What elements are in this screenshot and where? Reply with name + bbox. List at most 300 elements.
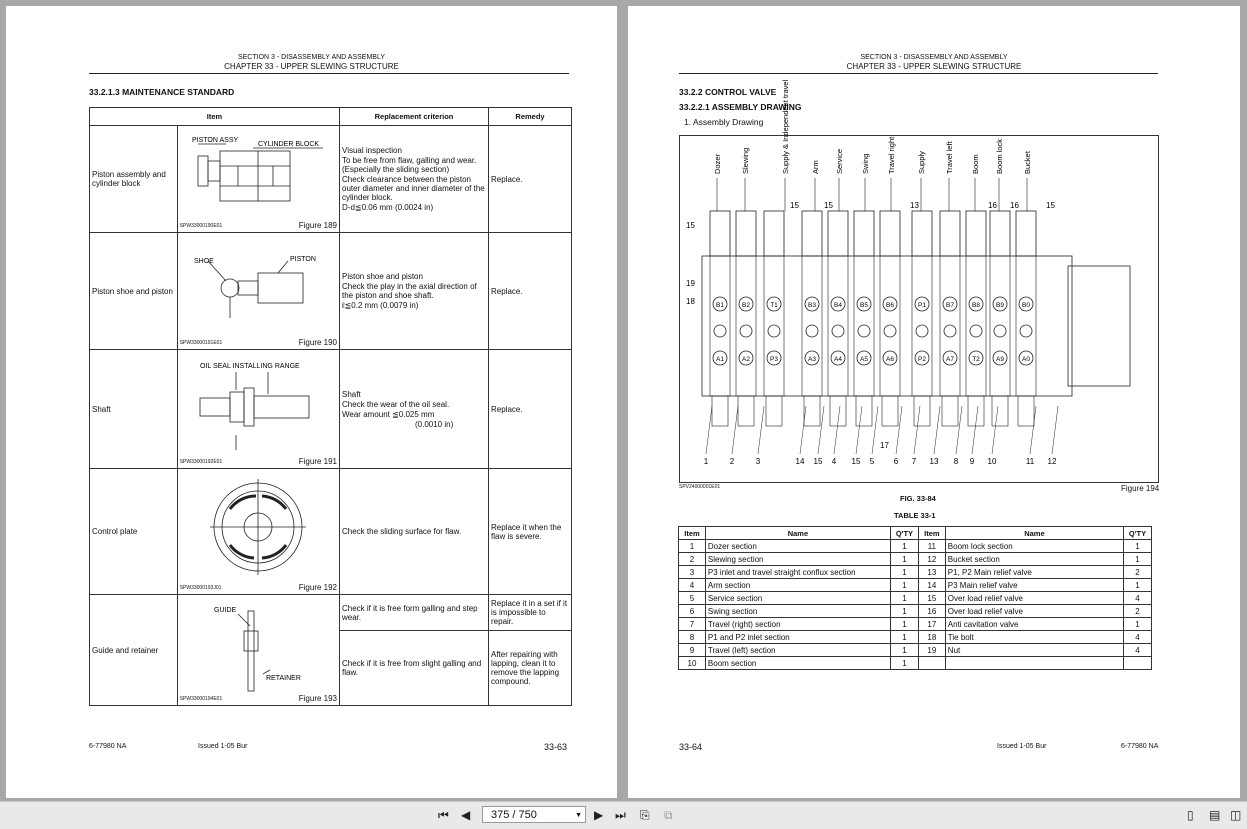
header-section: SECTION 3 - DISASSEMBLY AND ASSEMBLY [237, 54, 386, 61]
item-number: 11 [918, 540, 945, 553]
quantity: 1 [890, 644, 918, 657]
piston-cylinder-figure [178, 126, 338, 232]
criterion-line: (0.0010 in) [415, 419, 454, 429]
table-row [90, 350, 572, 469]
section-label: Supply & Independent travel [781, 79, 790, 174]
port-label: B2 [742, 302, 750, 309]
col-header-item: Item [90, 108, 340, 126]
valve-section-foot [992, 396, 1008, 426]
col-header-remedy: Remedy [489, 108, 572, 126]
parts-row [679, 605, 1152, 618]
spool-circle [916, 325, 928, 337]
figure-caption: Figure 191 [298, 457, 337, 466]
item-name: Piston assembly and cylinder block [90, 126, 178, 233]
part-name: Travel (left) section [705, 644, 890, 657]
valve-section-cap [940, 211, 960, 256]
figure-code: SPW33000191E01 [179, 340, 223, 346]
leader-line [914, 406, 920, 454]
footer-page-number: 33-63 [544, 742, 568, 752]
replacement-criterion: Check if it is free from slight galling and flaw. [340, 631, 489, 706]
quantity: 1 [890, 592, 918, 605]
port-label: A5 [860, 356, 868, 363]
callout-number: 6 [893, 457, 899, 466]
remedy: After repairing with lapping, clean it to remove the lapping compound. [489, 631, 572, 706]
callout-number: 12 [1047, 457, 1057, 466]
quantity: 2 [1124, 605, 1152, 618]
valve-section-foot [856, 396, 872, 426]
figure-caption: Figure 190 [298, 338, 337, 347]
valve-section-foot [766, 396, 782, 426]
figure-cell [177, 469, 339, 595]
fig-label-piston-assy: PISTON ASSY [191, 137, 238, 144]
figure-cell [177, 233, 339, 350]
port-label: A2 [742, 356, 750, 363]
parts-row [679, 618, 1152, 631]
fig-label-oil-seal-range: OIL SEAL INSTALLING RANGE [199, 363, 300, 370]
item-number: 12 [918, 553, 945, 566]
footer-doc-number: 6-77980 NA [89, 743, 127, 750]
chevron-down-icon: ▼ [575, 812, 582, 819]
part-name: Over load relief valve [945, 592, 1123, 605]
port-label: B5 [860, 302, 868, 309]
callout-number: 16 [1010, 201, 1019, 210]
leader-line [800, 406, 806, 454]
spool-circle [944, 325, 956, 337]
part-name: P1, P2 Main relief valve [945, 566, 1123, 579]
item-number: 17 [918, 618, 945, 631]
parts-row [679, 657, 1152, 670]
shaft-figure [178, 350, 338, 468]
port-label: B7 [946, 302, 954, 309]
col-header-qty: Q'TY [890, 527, 918, 540]
figure-cell [177, 126, 339, 233]
part-name: Anti cavitation valve [945, 618, 1123, 631]
item-number: 2 [679, 553, 706, 566]
figure-cell [177, 350, 339, 469]
port-label: A3 [808, 356, 816, 363]
part-name: Travel (right) section [705, 618, 890, 631]
section-label: Boom [971, 154, 980, 174]
callout-number: 8 [953, 457, 959, 466]
valve-section-cap [710, 211, 730, 256]
valve-section [802, 256, 822, 396]
item-number: 7 [679, 618, 706, 631]
spool-circle [884, 325, 896, 337]
leader-line [896, 406, 902, 454]
part-name: Service section [705, 592, 890, 605]
leader-line [818, 406, 824, 454]
page-indicator: 375 / 750 [491, 809, 537, 821]
quantity: 4 [1124, 644, 1152, 657]
item-name: Control plate [90, 469, 178, 595]
valve-section-cap [736, 211, 756, 256]
footer-doc-number: 6-77980 NA [1121, 743, 1159, 750]
parts-row [679, 579, 1152, 592]
valve-section-foot [804, 396, 820, 426]
section-label: Travel left [945, 141, 954, 174]
criterion-line: Check the wear of the oil seal. [342, 399, 450, 409]
valve-section [710, 256, 730, 396]
table-header-row [90, 108, 572, 126]
leader-line [956, 406, 962, 454]
callout-number: 19 [686, 279, 695, 288]
page-header [628, 53, 1240, 71]
callout-number: 15 [851, 457, 861, 466]
callout-number: 5 [869, 457, 875, 466]
next-page-button[interactable]: ▶ [594, 808, 604, 822]
item-number [918, 657, 945, 670]
port-label: B9 [996, 302, 1004, 309]
callout-number: 10 [987, 457, 997, 466]
port-label: P3 [770, 356, 778, 363]
valve-section [828, 256, 848, 396]
callout-number: 2 [729, 457, 735, 466]
port-label: A9 [996, 356, 1004, 363]
subsection-title: 33.2.2.1 ASSEMBLY DRAWING [679, 102, 802, 112]
part-name [945, 657, 1123, 670]
header-rule [679, 73, 1158, 74]
callout-number: 1 [703, 457, 709, 466]
item-number: 10 [679, 657, 706, 670]
quantity: 1 [890, 657, 918, 670]
figure-code: SPW33000192E01 [179, 459, 223, 465]
callout-number: 4 [831, 457, 837, 466]
drawing-fig-code: SPV24000001E01 [679, 484, 721, 490]
item-number: 9 [679, 644, 706, 657]
part-name: P3 Main relief valve [945, 579, 1123, 592]
leader-line [706, 406, 712, 454]
single-page-view-icon[interactable]: ▯ [1187, 808, 1194, 822]
valve-section [940, 256, 960, 396]
replacement-criterion [340, 350, 489, 469]
valve-section-cap [966, 211, 986, 256]
callout-number: 7 [911, 457, 917, 466]
valve-section-foot [712, 396, 728, 426]
part-name: Dozer section [705, 540, 890, 553]
criterion-line: Check the play in the axial direction of the piston and shoe shaft. [342, 282, 477, 300]
header-chapter: CHAPTER 33 - UPPER SLEWING STRUCTURE [224, 62, 399, 71]
section-label: Supply [917, 151, 926, 174]
criterion-line: Check the sliding surface for flaw. [342, 527, 462, 536]
callout-number: 11 [1025, 457, 1035, 466]
spool-circle [714, 325, 726, 337]
criterion-line: Piston shoe and piston [342, 272, 423, 281]
footer-issued: Issued 1-05 Bur [198, 743, 248, 750]
leader-line [856, 406, 862, 454]
part-name: Boom section [705, 657, 890, 670]
control-plate-figure [178, 469, 338, 594]
leader-line [1052, 406, 1058, 454]
section-label: Slewing [741, 147, 750, 174]
quantity: 1 [890, 579, 918, 592]
continuous-view-icon[interactable]: ▤ [1209, 808, 1221, 822]
right-page [628, 6, 1240, 798]
quantity: 2 [1124, 566, 1152, 579]
callout-number: 13 [929, 457, 939, 466]
guide-retainer-figure [178, 596, 338, 704]
part-name: Over load relief valve [945, 605, 1123, 618]
valve-section [1016, 256, 1036, 396]
leader-line [934, 406, 940, 454]
maintenance-standard-table [89, 107, 572, 706]
drawing-figure-caption: Figure 194 [1121, 484, 1160, 493]
valve-section-foot [1018, 396, 1034, 426]
parts-row [679, 631, 1152, 644]
quantity: 1 [890, 566, 918, 579]
left-page [6, 6, 617, 798]
port-label: B4 [834, 302, 842, 309]
replacement-criterion: Check if it is free form galling and step wear. [340, 595, 489, 631]
section-label: Boom lock [995, 138, 1004, 174]
item-number: 16 [918, 605, 945, 618]
valve-section-cap [1016, 211, 1036, 256]
item-number: 19 [918, 644, 945, 657]
port-label: A4 [834, 356, 842, 363]
figure-code: SPW33000190E01 [179, 223, 223, 229]
port-label: T2 [972, 356, 980, 363]
item-number: 4 [679, 579, 706, 592]
part-name: Nut [945, 644, 1123, 657]
part-name: P1 and P2 inlet section [705, 631, 890, 644]
valve-section-foot [882, 396, 898, 426]
valve-section [764, 256, 784, 396]
valve-section-foot [738, 396, 754, 426]
table-row [90, 595, 572, 631]
spool-circle [740, 325, 752, 337]
callout-number: 3 [755, 457, 761, 466]
last-page-button[interactable]: ⏭ [615, 808, 626, 822]
col-header-name: Name [705, 527, 890, 540]
col-header-qty: Q'TY [1124, 527, 1152, 540]
remedy: Replace it in a set if it is impossible to repair. [489, 595, 572, 631]
port-label: A1 [716, 356, 724, 363]
quantity: 4 [1124, 592, 1152, 605]
item-number: 18 [918, 631, 945, 644]
leader-line [732, 406, 738, 454]
spool-circle [806, 325, 818, 337]
section-title: 33.2.2 CONTROL VALVE [679, 87, 777, 97]
fig-label-retainer: RETAINER [265, 675, 301, 682]
item-number: 14 [918, 579, 945, 592]
part-name: Slewing section [705, 553, 890, 566]
item-number: 5 [679, 592, 706, 605]
section-label: Arm [811, 160, 820, 174]
quantity: 4 [1124, 631, 1152, 644]
col-header-name: Name [945, 527, 1123, 540]
fig-label-piston: PISTON [289, 256, 316, 263]
figure-caption: Figure 193 [298, 694, 337, 703]
quantity: 1 [1124, 553, 1152, 566]
figure-cell [177, 595, 339, 706]
header-chapter: CHAPTER 33 - UPPER SLEWING STRUCTURE [846, 62, 1022, 71]
table-row [90, 469, 572, 595]
quantity: 1 [1124, 540, 1152, 553]
footer-page-number: 33-64 [679, 742, 703, 752]
figure-caption: Figure 192 [298, 583, 337, 592]
fig-label-guide: GUIDE [213, 607, 236, 614]
item-number: 3 [679, 566, 706, 579]
section-label: Service [835, 148, 844, 174]
valve-section-foot [914, 396, 930, 426]
criterion-line: To be free from flaw, galling and wear. [342, 156, 477, 165]
header-rule [89, 73, 569, 74]
table-row [90, 233, 572, 350]
col-header-item: Item [918, 527, 945, 540]
section-title: 33.2.1.3 MAINTENANCE STANDARD [89, 87, 235, 97]
criterion-line: Check clearance between the piston outer diameter and inner diameter of the cylinder block. [342, 175, 485, 202]
port-label: B1 [716, 302, 724, 309]
valve-section [880, 256, 900, 396]
spool-circle [858, 325, 870, 337]
valve-section-cap [854, 211, 874, 256]
criterion-line: Wear amount ≦0.025 mm [342, 409, 435, 419]
part-name: Swing section [705, 605, 890, 618]
quantity: 1 [890, 631, 918, 644]
valve-section-cap [880, 211, 900, 256]
item-number: 1 [679, 540, 706, 553]
port-label: A6 [886, 356, 894, 363]
quantity: 1 [1124, 579, 1152, 592]
quantity: 1 [890, 553, 918, 566]
section-label: Dozer [713, 153, 722, 174]
item-number: 8 [679, 631, 706, 644]
fig-label-shoe: SHOE [193, 258, 214, 265]
callout-number: 18 [686, 297, 695, 306]
callout-number: 15 [824, 201, 833, 210]
valve-section [966, 256, 986, 396]
callout-number: 14 [795, 457, 805, 466]
figure-caption: Figure 189 [298, 221, 337, 230]
footer-issued: Issued 1-05 Bur [997, 743, 1047, 750]
fig-label-cylinder-block: CYLINDER BLOCK [257, 141, 319, 148]
quantity: 1 [890, 618, 918, 631]
port-label: T1 [770, 302, 778, 309]
criterion-line: (Especially the sliding section) [342, 165, 450, 174]
port-label: A7 [946, 356, 954, 363]
parts-row [679, 644, 1152, 657]
rotate-page-icon[interactable]: ⎘ [640, 808, 650, 822]
valve-section [990, 256, 1010, 396]
table-caption: TABLE 33-1 [894, 511, 936, 520]
section-label: Swing [861, 153, 870, 174]
part-name: P3 inlet and travel straight conflux section [705, 566, 890, 579]
col-header-criterion: Replacement criterion [340, 108, 489, 126]
leader-line [872, 406, 878, 454]
fig-caption: FIG. 33-84 [900, 494, 936, 503]
drawing-subtitle: 1. Assembly Drawing [684, 117, 764, 127]
criterion-line: ℓ≦0.2 mm (0.0079 in) [342, 301, 419, 310]
item-number: 6 [679, 605, 706, 618]
figure-code: SPW33000193J01 [179, 585, 222, 591]
leader-line [972, 406, 978, 454]
item-number: 13 [918, 566, 945, 579]
figure-code: SPW33000194E01 [179, 696, 223, 702]
replacement-criterion [340, 233, 489, 350]
callout-number: 15 [686, 221, 695, 230]
replacement-criterion [340, 469, 489, 595]
page-header [6, 53, 617, 71]
port-label: B3 [808, 302, 816, 309]
valve-section-cap [912, 211, 932, 256]
quantity: 1 [890, 605, 918, 618]
valve-section-cap [764, 211, 784, 256]
valve-section-foot [942, 396, 958, 426]
port-label: A0 [1022, 356, 1030, 363]
section-label: Bucket [1023, 151, 1032, 174]
replacement-criterion [340, 126, 489, 233]
port-label: B8 [972, 302, 980, 309]
piston-shoe-figure [178, 233, 338, 349]
part-name: Tie bolt [945, 631, 1123, 644]
remedy: Replace. [489, 126, 572, 233]
parts-row [679, 553, 1152, 566]
remedy: Replace it when the flaw is severe. [489, 469, 572, 595]
item-name: Guide and retainer [90, 595, 178, 706]
criterion-line: Shaft [342, 389, 361, 399]
copy-page-icon[interactable]: ⧉ [664, 808, 673, 822]
quantity: 1 [1124, 618, 1152, 631]
parts-row [679, 566, 1152, 579]
col-header-item: Item [679, 527, 706, 540]
callout-number: 16 [988, 201, 997, 210]
spool-circle [768, 325, 780, 337]
header-section: SECTION 3 - DISASSEMBLY AND ASSEMBLY [860, 54, 1008, 61]
port-label: B0 [1022, 302, 1030, 309]
part-name: Boom lock section [945, 540, 1123, 553]
valve-section-cap [802, 211, 822, 256]
spool-circle [994, 325, 1006, 337]
section-label: Travel right [887, 136, 896, 174]
valve-section [912, 256, 932, 396]
part-name: Arm section [705, 579, 890, 592]
valve-section-cap [828, 211, 848, 256]
valve-section [736, 256, 756, 396]
leader-line [834, 406, 840, 454]
previous-page-button[interactable]: ◀ [461, 808, 471, 822]
callout-number: 13 [910, 201, 919, 210]
criterion-line: D-d≦0.06 mm (0.0024 in) [342, 203, 434, 212]
callout-number: 17 [880, 441, 889, 450]
part-name: Bucket section [945, 553, 1123, 566]
item-number: 15 [918, 592, 945, 605]
valve-section-cap [990, 211, 1010, 256]
callout-number: 15 [1046, 201, 1055, 210]
page-number-select[interactable] [482, 806, 586, 823]
port-label: B6 [886, 302, 894, 309]
leader-line [758, 406, 764, 454]
first-page-button[interactable]: ⏮ [438, 808, 449, 822]
viewer-toolbar [0, 801, 1247, 829]
callout-number: 15 [790, 201, 799, 210]
remedy: Replace. [489, 233, 572, 350]
table-row [90, 126, 572, 233]
spool-circle [832, 325, 844, 337]
quantity: 1 [890, 540, 918, 553]
criterion-line: Visual inspection [342, 146, 402, 155]
item-name: Shaft [90, 350, 178, 469]
remedy: Replace. [489, 350, 572, 469]
spool-circle [1020, 325, 1032, 337]
callout-number: 9 [969, 457, 975, 466]
port-label: P1 [918, 302, 926, 309]
leader-line [992, 406, 998, 454]
parts-table [678, 526, 1152, 670]
two-page-view-icon[interactable]: ◫ [1230, 808, 1242, 822]
port-label: P2 [918, 356, 926, 363]
parts-row [679, 540, 1152, 553]
valve-section [854, 256, 874, 396]
item-name: Piston shoe and piston [90, 233, 178, 350]
